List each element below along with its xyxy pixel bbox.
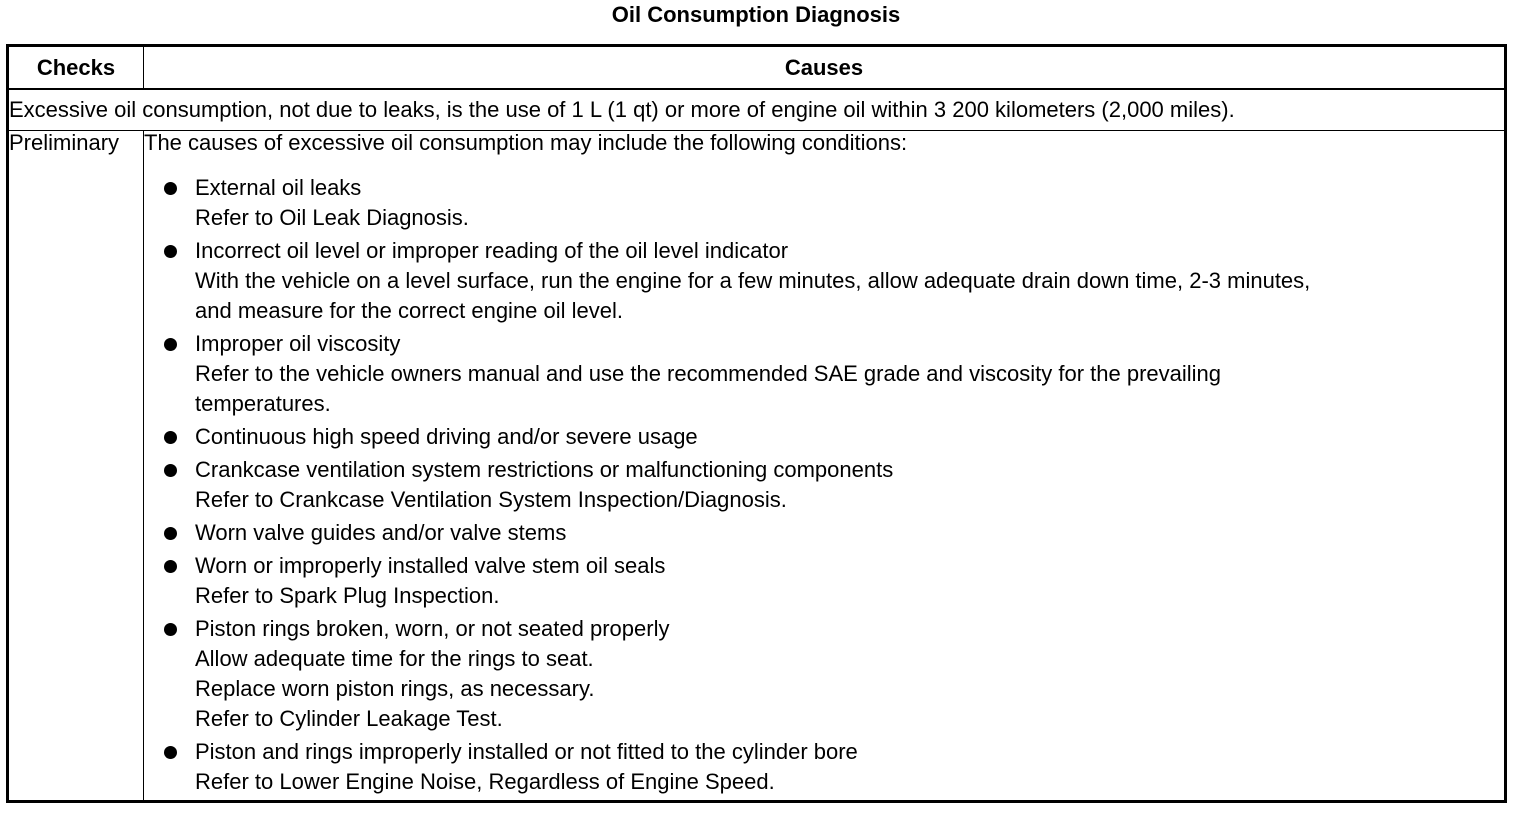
bullet-icon bbox=[164, 431, 177, 444]
cause-item bbox=[144, 737, 1504, 797]
cause-detail: Refer to Lower Engine Noise, Regardless of Engine Speed. bbox=[195, 769, 775, 794]
header-row bbox=[8, 46, 1506, 90]
preliminary-row bbox=[8, 131, 1506, 802]
bullet-icon bbox=[164, 560, 177, 573]
cause-detail: Refer to Oil Leak Diagnosis. bbox=[195, 205, 469, 230]
cause-title: Worn or improperly installed valve stem oil seals bbox=[195, 553, 666, 578]
definition-text: Excessive oil consumption, not due to leaks, is the use of 1 L (1 qt) or more of engine oil within 3 200 kilometers (2,000 miles). bbox=[8, 89, 1506, 131]
diagnosis-table bbox=[6, 44, 1507, 803]
cause-title: Improper oil viscosity bbox=[195, 331, 401, 356]
cause-title: Incorrect oil level or improper reading of the oil level indicator bbox=[195, 238, 789, 263]
cause-title: External oil leaks bbox=[195, 175, 362, 200]
cause-item bbox=[144, 236, 1504, 326]
cause-title: Continuous high speed driving and/or severe usage bbox=[195, 424, 698, 449]
cause-item bbox=[144, 173, 1504, 233]
causes-intro: The causes of excessive oil consumption may include the following conditions: bbox=[144, 130, 908, 155]
cause-detail: temperatures. bbox=[195, 391, 331, 416]
page-title: Oil Consumption Diagnosis bbox=[611, 2, 901, 27]
cause-item bbox=[144, 518, 1504, 548]
header-causes: Causes bbox=[144, 46, 1506, 90]
bullet-icon bbox=[164, 338, 177, 351]
cause-item bbox=[144, 455, 1504, 515]
cause-item bbox=[144, 329, 1504, 419]
cause-detail: With the vehicle on a level surface, run the engine for a few minutes, allow adequate drain down time, 2-3 minutes, bbox=[195, 268, 1311, 293]
bullet-icon bbox=[164, 464, 177, 477]
causes-cell bbox=[144, 131, 1506, 802]
bullet-icon bbox=[164, 527, 177, 540]
cause-item bbox=[144, 422, 1504, 452]
cause-title: Piston rings broken, worn, or not seated properly bbox=[195, 616, 670, 641]
check-preliminary: Preliminary bbox=[8, 131, 144, 802]
cause-item bbox=[144, 551, 1504, 611]
cause-detail: Replace worn piston rings, as necessary. bbox=[195, 676, 595, 701]
cause-detail: Refer to Spark Plug Inspection. bbox=[195, 583, 500, 608]
cause-detail: Refer to Cylinder Leakage Test. bbox=[195, 706, 503, 731]
cause-detail: Refer to the vehicle owners manual and use the recommended SAE grade and viscosity for the prevailing bbox=[195, 361, 1222, 386]
bullet-icon bbox=[164, 746, 177, 759]
definition-row bbox=[8, 89, 1506, 131]
cause-item bbox=[144, 614, 1504, 734]
cause-detail: Refer to Crankcase Ventilation System Inspection/Diagnosis. bbox=[195, 487, 787, 512]
cause-detail: and measure for the correct engine oil level. bbox=[195, 298, 624, 323]
cause-detail: Allow adequate time for the rings to seat. bbox=[195, 646, 594, 671]
cause-title: Worn valve guides and/or valve stems bbox=[195, 520, 567, 545]
cause-title: Crankcase ventilation system restrictions or malfunctioning components bbox=[195, 457, 894, 482]
bullet-icon bbox=[164, 623, 177, 636]
bullet-icon bbox=[164, 245, 177, 258]
cause-title: Piston and rings improperly installed or not fitted to the cylinder bore bbox=[195, 739, 858, 764]
bullet-icon bbox=[164, 182, 177, 195]
cause-list bbox=[144, 173, 1504, 797]
header-checks: Checks bbox=[8, 46, 144, 90]
